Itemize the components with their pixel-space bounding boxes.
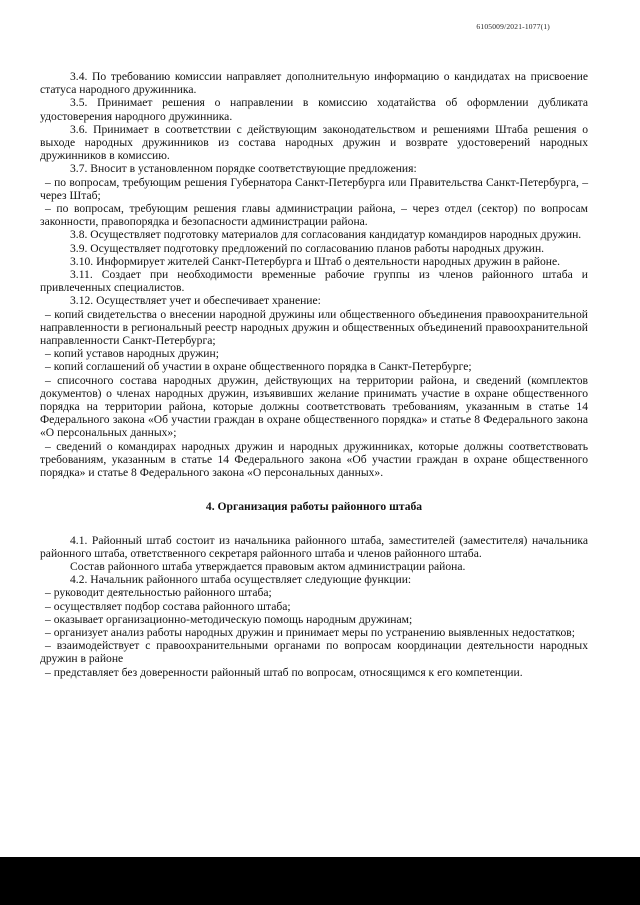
paragraph-3-8: 3.8. Осуществляет подготовку материалов для согласования кандидатур командиров народных дружин. [70,228,582,242]
document-body [40,70,588,679]
list-item: – руководит деятельностью районного штаба; [45,586,272,600]
list-item: – представляет без доверенности районный штаб по вопросам, относящимся к его компетенции. [45,665,523,679]
paragraph-3-11: 3.11. Создает при необходимости временные рабочие группы из членов районного штаба и привлеченных специалистов. [40,268,588,295]
list-item: – копий свидетельства о внесении народной дружины или общественного объединения правоохранительной направленности в региональный реестр народных дружин и общественных объединений правоохранительной направленности Санкт-Петербурга; [40,307,588,348]
paragraph-4-2: 4.2. Начальник районного штаба осуществляет следующие функции: [70,573,412,587]
document-number: 6105009/2021-1077(1) [476,22,550,31]
list-item: – осуществляет подбор состава районного штаба; [45,599,291,613]
list-item: – сведений о командирах народных дружин и народных дружинниках, которые должны соответствовать требованиям, указанным в статье 14 Федерального закона «Об участии граждан в охране общественного порядка» и статье 8 Федерального закона «О персональных данных». [40,439,588,480]
list-item: – по вопросам, требующим решения Губернатора Санкт-Петербурга или Правительства Санкт-Петербурга, – через Штаб; [40,175,588,202]
paragraph-3-12: 3.12. Осуществляет учет и обеспечивает хранение: [70,294,321,308]
list-item: – организует анализ работы народных дружин и принимает меры по устранению выявленных недостатков; [45,625,575,639]
paragraph-3-10: 3.10. Информирует жителей Санкт-Петербурга и Штаб о деятельности народных дружин в районе. [70,254,561,268]
paragraph-3-4: 3.4. По требованию комиссии направляет дополнительную информацию о кандидатах на присвоение статуса народного дружинника. [40,70,588,97]
list-item: – списочного состава народных дружин, действующих на территории района, и сведений (комплектов документов) о членах народных дружин, изъявивших желание принимать участие в охране общественного порядка на территории района, которые должны соответствовать требованиям, указанным в статье 14 Федерального закона «Об участии граждан в охране общественного порядка» и статье 8 Федерального закона «О персональных данных»; [40,373,588,440]
paragraph-3-9: 3.9. Осуществляет подготовку предложений по согласованию планов работы народных дружин. [70,241,545,255]
paragraph-3-5: 3.5. Принимает решения о направлении в комиссию ходатайства об оформлении дубликата удостоверения народного дружинника. [40,96,588,123]
paragraph-3-7: 3.7. Вносит в установленном порядке соответствующие предложения: [70,162,417,176]
paragraph-3-6: 3.6. Принимает в соответствии с действующим законодательством и решениями Штаба решения о выходе народных дружинников из состава народных дружин и возврате удостоверений народных дружинников в комиссию. [40,122,588,163]
section-heading: 4. Организация работы районного штаба [205,500,423,514]
list-item: – копий уставов народных дружин; [45,347,219,361]
paragraph-4-1-composition: Состав районного штаба утверждается правовым актом администрации района. [70,559,466,573]
paragraph-4-1: 4.1. Районный штаб состоит из начальника районного штаба, заместителей (заместителя) начальника районного штаба, ответственного секретаря районного штаба и членов районного штаба. [40,533,588,560]
list-item: – взаимодействует с правоохранительными органами по вопросам координации деятельности народных дружин в районе [40,639,588,666]
scan-bottom-band [0,857,640,905]
list-item: – оказывает организационно-методическую помощь народным дружинам; [45,612,413,626]
list-item: – копий соглашений об участии в охране общественного порядка в Санкт-Петербурге; [45,360,472,374]
list-item: – по вопросам, требующим решения главы администрации района, – через отдел (сектор) по вопросам законности, правопорядка и безопасности администрации района. [40,202,588,229]
